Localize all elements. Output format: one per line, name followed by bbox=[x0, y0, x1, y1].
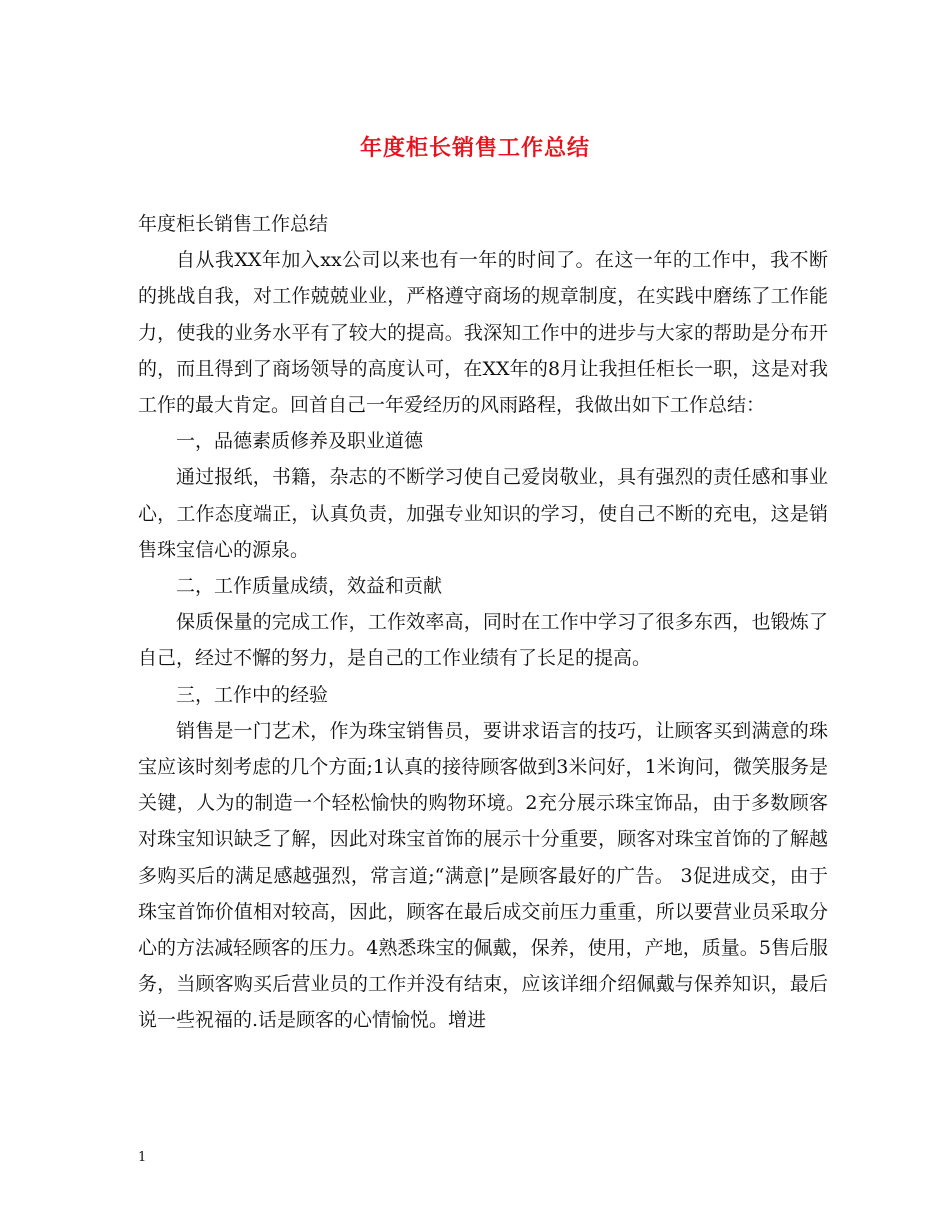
section-heading-3: 三，工作中的经验 bbox=[176, 683, 329, 706]
paragraph-section-2: 保质保量的完成工作，工作效率高，同时在工作中学习了很多东西，也锻炼了自己，经过不懈的努力，是自己的工作业绩有了长足的提高。 bbox=[138, 611, 828, 670]
paragraph-section-1: 通过报纸，书籍，杂志的不断学习使自己爱岗敬业，具有强烈的责任感和事业心，工作态度端正，认真负责，加强专业知识的学习，使自己不断的充电，这是销售珠宝信心的源泉。 bbox=[138, 466, 828, 561]
page-number: 1 bbox=[138, 1150, 147, 1165]
section-heading-1: 一，品德素质修养及职业道德 bbox=[176, 430, 424, 453]
document-title: 年度柜长销售工作总结 bbox=[359, 135, 590, 161]
paragraph-intro: 自从我XX年加入xx公司以来也有一年的时间了。在这一年的工作中，我不断的挑战自我，对工作兢兢业业，严格遵守商场的规章制度，在实践中磨练了工作能力，使我的业务水平有了较大的提高。我深知工作中的进步与大家的帮助是分布开的，而且得到了商场领导的高度认可，在XX年的8月让我担任柜长一职，这是对我工作的最大肯定。回首自己一年爱经历的风雨路程，我做出如下工作总结： bbox=[138, 249, 828, 417]
paragraph-section-3: 销售是一门艺术，作为珠宝销售员，要讲求语言的技巧，让顾客买到满意的珠宝应该时刻考虑的几个方面;1认真的接待顾客做到3米问好，1米询问，微笑服务是关键，人为的制造一个轻松愉快的购物环境。2充分展示珠宝饰品，由于多数顾客对珠宝知识缺乏了解，因此对珠宝首饰的展示十分重要，顾客对珠宝首饰的了解越多购买后的满足感越强烈，常言道;“满意|”是顾客最好的广告。 3促进成交，由于珠宝首饰价值相对较高，因此，顾客在最后成交前压力重重，所以要营业员采取分心的方法减轻顾客的压力。4熟悉珠宝的佩戴，保养，使用，产地，质量。5售后服务，当顾客购买后营业员的工作并没有结束，应该详细介绍佩戴与保养知识，最后说一些祝福的.话是顾客的心情愉悦。增进 bbox=[138, 719, 828, 1032]
document-body bbox=[138, 206, 828, 1039]
body-heading: 年度柜长销售工作总结 bbox=[138, 213, 329, 235]
section-heading-2: 二，工作质量成绩，效益和贡献 bbox=[176, 575, 443, 598]
